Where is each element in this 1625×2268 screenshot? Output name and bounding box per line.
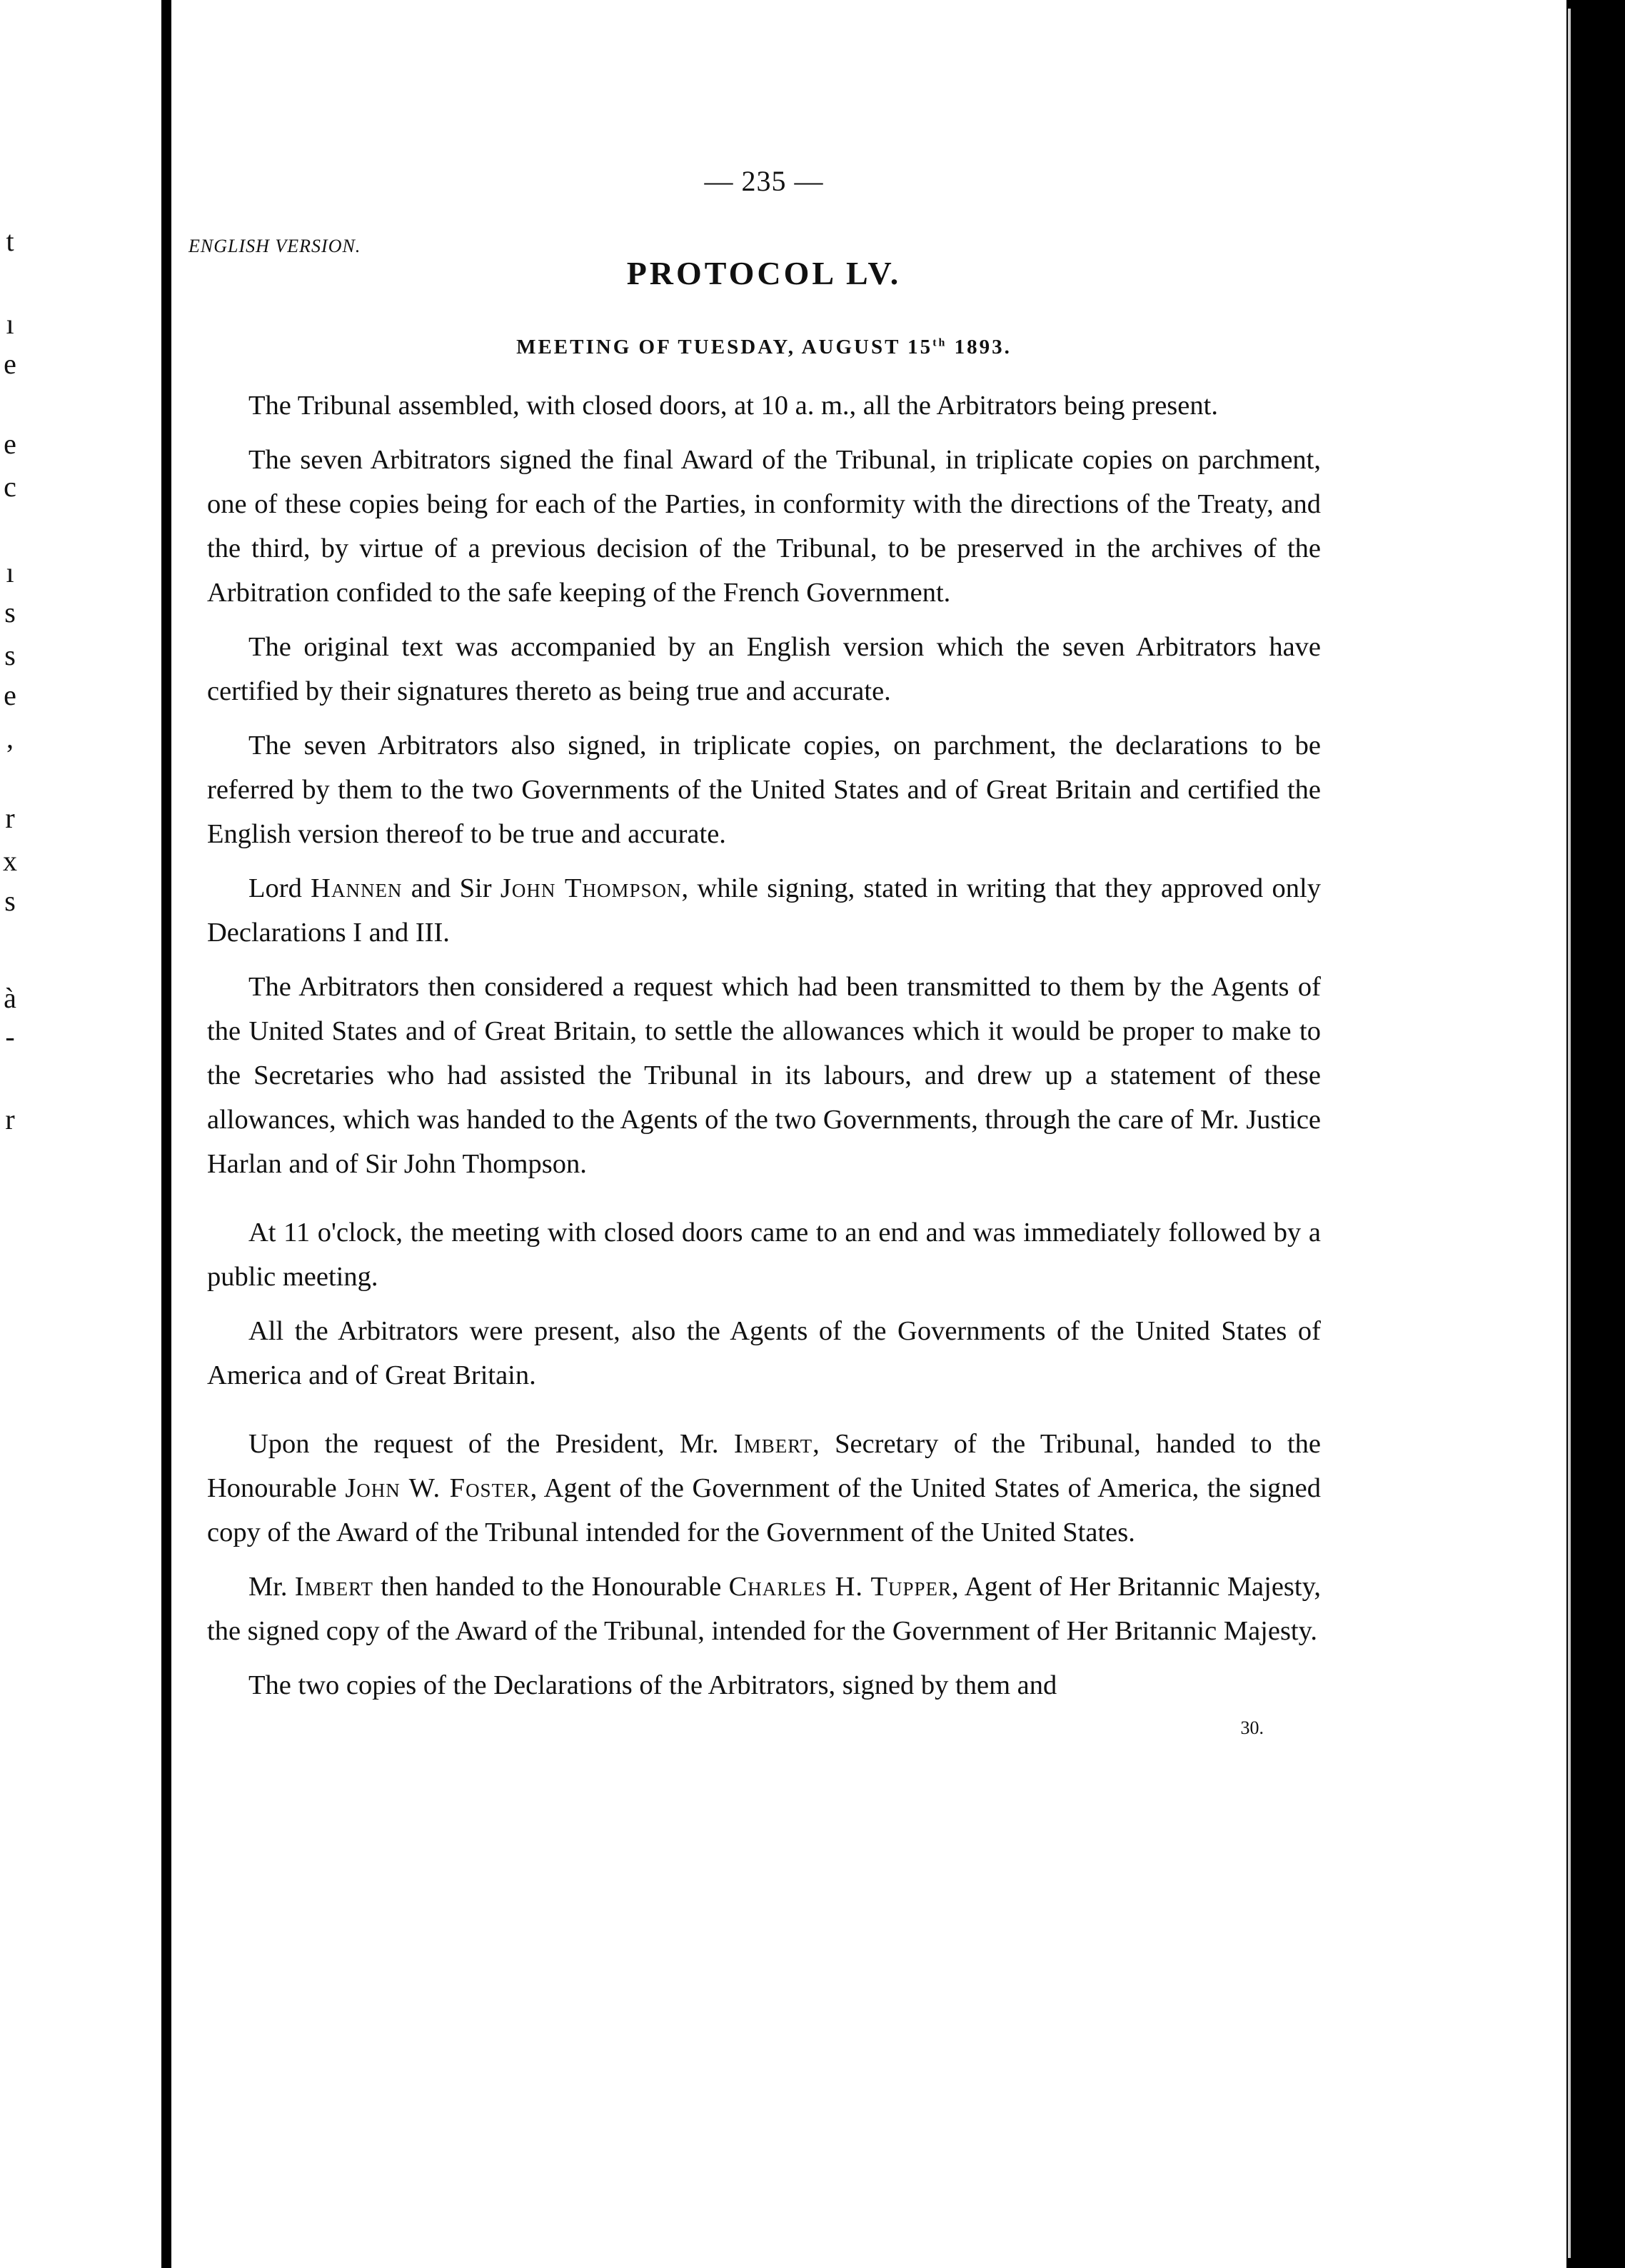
page-edge-line xyxy=(1568,9,1571,2258)
paragraph-declarations-signed: The seven Arbitrators also signed, in triplicate copies, on parchment, the declarations to be referred by them to the two Governments of the United States and of Great Britain and certified the English version thereof to be true and accurate. xyxy=(207,731,1321,849)
left-page-margin-characters xyxy=(0,0,153,2268)
meeting-heading-date: MEETING OF TUESDAY, AUGUST 15 xyxy=(516,336,933,358)
paragraph-award-to-tupper xyxy=(207,1565,1321,1653)
header-row xyxy=(188,207,1321,314)
margin-char: e xyxy=(4,428,16,460)
text-run: Lord xyxy=(248,873,311,903)
text-run: , Secretary of the Tribunal, handed to the Honourable xyxy=(207,1429,1321,1503)
paragraph-meeting-end: At 11 o'clock, the meeting with closed doors came to an end and was immediately followed by a public meeting. xyxy=(207,1218,1321,1292)
margin-char: ı xyxy=(6,308,14,340)
printer-signature-mark: 30. xyxy=(1240,1717,1264,1738)
paragraph-award-to-foster xyxy=(207,1422,1321,1555)
text-run: Upon the request of the President, Mr. xyxy=(248,1429,734,1459)
text-run: , while signing, stated in writing that they approved only Declarations I and III. xyxy=(207,873,1321,948)
person-name: John Thompson xyxy=(500,873,682,903)
margin-char: r xyxy=(5,802,15,834)
meeting-heading xyxy=(207,336,1321,359)
margin-char: ı xyxy=(6,556,14,588)
right-scan-border xyxy=(1566,0,1625,2268)
margin-char: t xyxy=(6,225,14,257)
paragraph-hannen-thompson xyxy=(207,866,1321,955)
margin-char: c xyxy=(4,471,16,503)
margin-char: s xyxy=(4,596,16,628)
paragraph-award-signed: The seven Arbitrators signed the final Award of the Tribunal, in triplicate copies on parchment, one of these copies being for each of the Parties, in conformity with the directions of the Treaty, and the third, by virtue of a previous decision of the Tribunal, to be preserved in the archives of the Arbitration confided to the safe keeping of the French Government. xyxy=(207,445,1321,608)
paragraph-english-version: The original text was accompanied by an English version which the seven Arbitrators have certified by their signatures thereto as being true and accurate. xyxy=(207,632,1321,706)
person-name: Hannen xyxy=(311,873,403,903)
person-name: Imbert xyxy=(733,1429,813,1459)
margin-char: s xyxy=(4,885,16,917)
version-label: ENGLISH VERSION. xyxy=(188,236,361,256)
paragraph-tribunal-assembled: The Tribunal assembled, with closed doors, at 10 a. m., all the Arbitrators being present. xyxy=(248,391,1218,421)
paragraph-public-meeting: All the Arbitrators were present, also the Agents of the Governments of the United States of America and of Great Britain. xyxy=(207,1316,1321,1390)
paragraph-declaration-copies: The two copies of the Declarations of the Arbitrators, signed by them and xyxy=(248,1670,1057,1700)
margin-char: - xyxy=(5,1020,15,1053)
person-name: Imbert xyxy=(294,1572,374,1602)
text-run: , Agent of Her Britannic Majesty, the signed copy of the Award of the Tribunal, intended for the Government of Her Britannic Majesty. xyxy=(207,1572,1321,1646)
meeting-heading-year: 1893. xyxy=(947,336,1012,358)
text-run: then handed to the Honourable xyxy=(373,1572,729,1602)
margin-char: e xyxy=(4,348,16,380)
left-page-fragment xyxy=(0,0,153,2268)
text-run: Mr. xyxy=(248,1572,295,1602)
text-run: and Sir xyxy=(402,873,500,903)
person-name: John W. Foster xyxy=(345,1473,530,1503)
margin-char: r xyxy=(5,1103,15,1135)
text-run: , Agent of the Government of the United States of America, the signed copy of the Award of the Tribunal intended for the Government of the United States. xyxy=(207,1473,1321,1547)
protocol-title: PROTOCOL LV. xyxy=(626,255,902,291)
page-number: — 235 — xyxy=(704,165,824,197)
gutter-shadow-line xyxy=(161,0,171,2268)
person-name: Charles H. Tupper xyxy=(728,1572,952,1602)
margin-char: , xyxy=(6,722,14,754)
margin-char: x xyxy=(3,845,17,877)
meeting-heading-ordinal: th xyxy=(932,336,947,349)
margin-char: e xyxy=(4,679,16,711)
margin-char: s xyxy=(4,639,16,671)
page-text-block xyxy=(188,150,1321,1739)
margin-char: à xyxy=(4,982,16,1014)
paragraph-allowances: The Arbitrators then considered a request which had been transmitted to them by the Agents of the United States and of Great Britain, to settle the allowances which it would be proper to make to the Secretaries who had assisted the Tribunal in its labours, and drew up a statement of these allowances, which was handed to the Agents of the two Governments, through the care of Mr. Justice Harlan and of Sir John Thompson. xyxy=(207,972,1321,1179)
